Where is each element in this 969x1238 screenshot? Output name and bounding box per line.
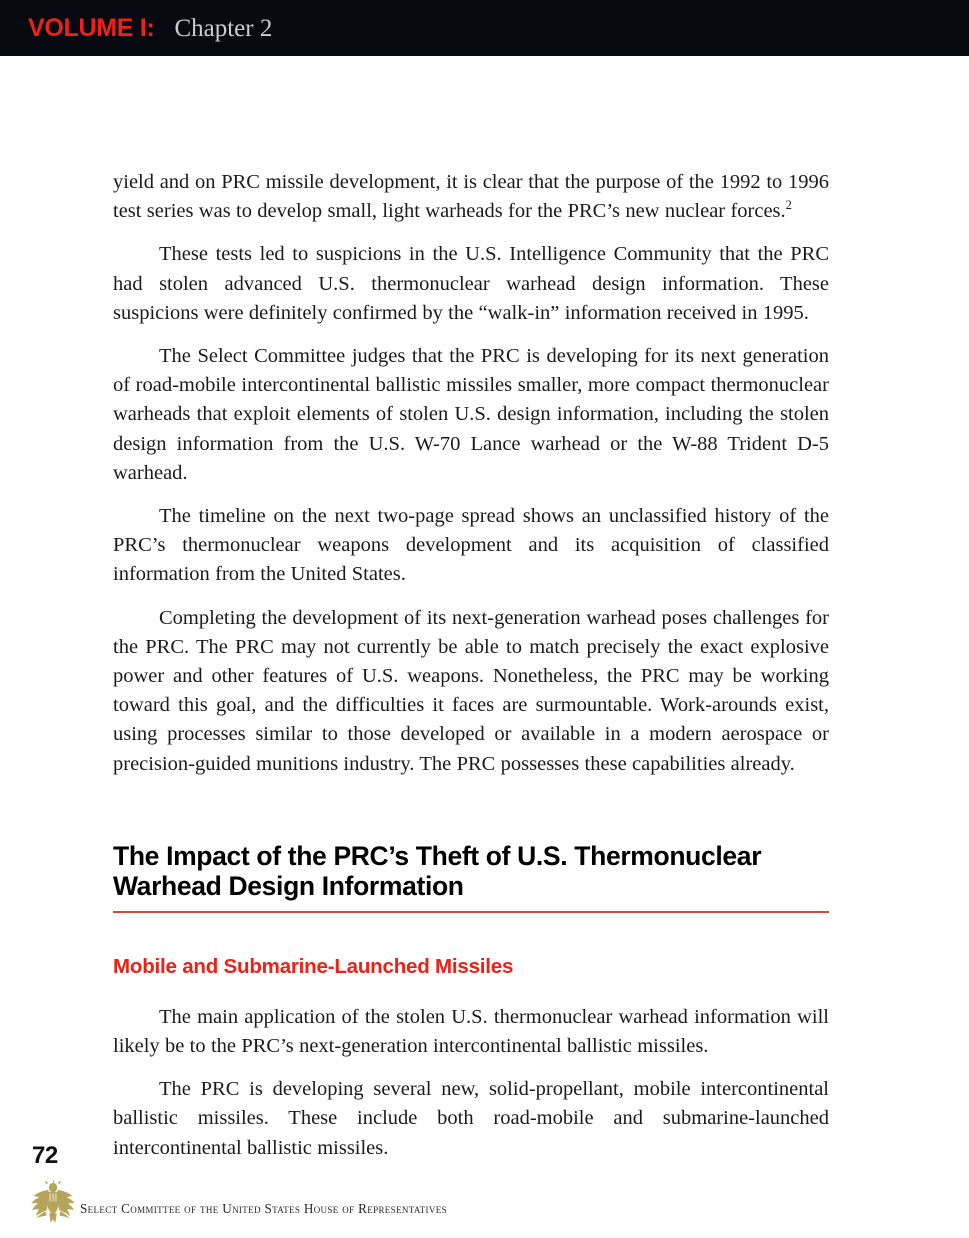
- us-house-seal-icon: [28, 1178, 78, 1226]
- sub-heading-spacer: [113, 913, 829, 955]
- volume-label: VOLUME I:: [28, 13, 155, 42]
- paragraph-6: The main application of the stolen U.S. thermonuclear warhead information will likely be to the PRC’s next-generation intercontinental ballistic missiles.: [113, 1005, 829, 1058]
- page-footer: [0, 1128, 969, 1238]
- content-column: [113, 168, 829, 1163]
- post-sub-heading-spacer: [113, 979, 829, 1003]
- page-number: 72: [32, 1142, 58, 1169]
- paragraph-5: Completing the development of its next-generation warhead poses challenges for the PRC. The PRC may not currently be able to match precisely the exact explosive power and other features of U.S. weapons. Nonetheless, the PRC may be working toward this goal, and the difficulties it faces are surmountable. Work-arounds exist, using processes similar to those developed or available in a modern aerospace or precision-guided munitions industry. The PRC possesses these capabilities already.: [113, 606, 829, 775]
- paragraph-1: [113, 168, 829, 226]
- paragraph-4: The timeline on the next two-page spread shows an unclassified history of the PRC’s thermonuclear weapons development and its acquisition of classified information from the United States.: [113, 505, 829, 586]
- paragraph-3: The Select Committee judges that the PRC is developing for its next generation of road-mobile intercontinental ballistic missiles smaller, more compact thermonuclear warheads that exploit elements of stolen U.S. design information, including the stolen design information from the U.S. W-70 Lance warhead or the W-88 Trident D-5 warhead.: [113, 345, 829, 484]
- top-spacer: [0, 56, 969, 168]
- chapter-header-bar: [0, 0, 969, 56]
- paragraph-2: These tests led to suspicions in the U.S. Intelligence Community that the PRC had stolen advanced U.S. thermonuclear warhead design information. These suspicions were definitely confirmed by the “walk-in” information received in 1995.: [113, 243, 829, 324]
- paragraph-7: The PRC is developing several new, solid-propellant, mobile intercontinental ballistic missiles. These include both road-mobile and submarine-launched intercontinental ballistic missiles.: [113, 1078, 829, 1159]
- chapter-label: Chapter 2: [174, 14, 273, 42]
- footer-attribution: Select Committee of the United States House of Representatives: [80, 1201, 447, 1216]
- page-body: [0, 56, 969, 1163]
- paragraph-1-text: yield and on PRC missile development, it is clear that the purpose of the 1992 to 1996 test series was to develop small, light warheads for the PRC’s new nuclear forces.: [113, 171, 829, 223]
- heading-spacer: [113, 793, 829, 841]
- page-title: The Impact of the PRC’s Theft of U.S. Thermonuclear Warhead Design Information: [113, 840, 762, 901]
- sub-section-heading: Mobile and Submarine-Launched Missiles: [113, 954, 514, 978]
- footnote-marker-2[interactable]: 2: [785, 198, 792, 213]
